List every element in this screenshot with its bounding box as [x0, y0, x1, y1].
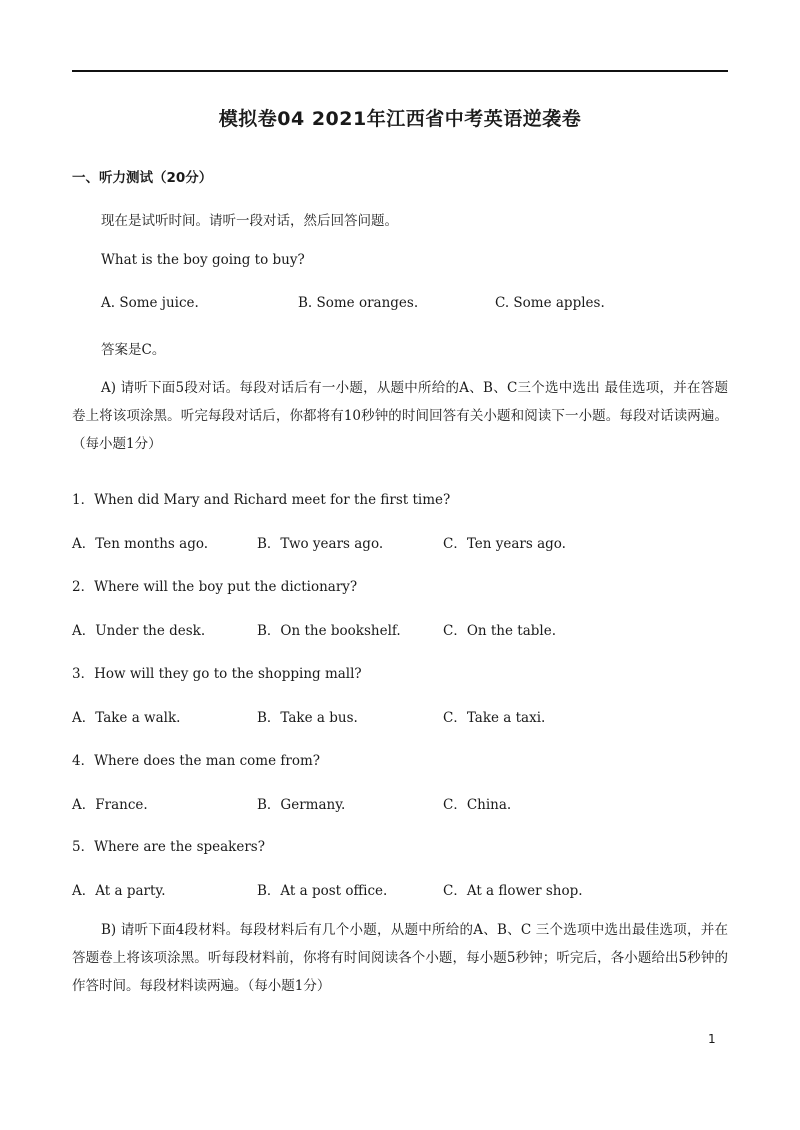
header-rule — [72, 70, 728, 72]
question-4-option-b: B．Germany. — [257, 797, 346, 813]
trial-intro: 现在是试听时间。请听一段对话，然后回答问题。 — [101, 213, 398, 229]
trial-question: What is the boy going to buy? — [101, 252, 305, 268]
question-5-stem: 5．Where are the speakers? — [72, 839, 265, 855]
question-2-stem: 2．Where will the boy put the dictionary? — [72, 579, 358, 595]
part-a-instructions: A) 请听下面5段对话。每段对话后有一小题，从题中所给的A、B、C三个选中选出 最佳选项，并在答题卷上将该项涂黑。听完每段对话后，你都将有10秒钟的时间回答有关小题和阅读下一小题。每段对话读两遍。（每小题1分） — [72, 380, 728, 452]
question-1-option-b: B．Two years ago. — [257, 536, 384, 552]
trial-option-c: C. Some apples. — [495, 295, 605, 311]
question-2-option-b: B．On the bookshelf. — [257, 623, 401, 639]
trial-option-a: A. Some juice. — [101, 295, 199, 311]
question-2-option-c: C．On the table. — [443, 623, 556, 639]
question-4-option-a: A．France. — [72, 797, 148, 813]
question-4-option-c: C．China. — [443, 797, 512, 813]
question-4-stem: 4．Where does the man come from? — [72, 753, 320, 769]
section-heading: 一、听力测试（20分） — [72, 170, 213, 186]
part-b-instructions: B) 请听下面4段材料。每段材料后有几个小题，从题中所给的A、B、C 三个选项中选出最佳选项，并在答题卷上将该项涂黑。听每段材料前，你将有时间阅读各个小题，每小题5秒钟；听完后，各小题给出5秒钟的作答时间。每段材料读两遍。（每小题1分） — [72, 922, 728, 994]
question-1-stem: 1．When did Mary and Richard meet for the first time? — [72, 492, 451, 508]
question-2-option-a: A．Under the desk. — [72, 623, 206, 639]
question-3-stem: 3．How will they go to the shopping mall? — [72, 666, 362, 682]
page-title: 模拟卷04 2021年江西省中考英语逆袭卷 — [218, 108, 582, 130]
page-number: 1 — [708, 1032, 716, 1046]
question-1-option-a: A．Ten months ago. — [72, 536, 209, 552]
question-5-option-a: A．At a party. — [72, 883, 166, 899]
question-5-option-c: C．At a flower shop. — [443, 883, 583, 899]
question-3-option-b: B．Take a bus. — [257, 710, 358, 726]
question-3-option-a: A．Take a walk. — [72, 710, 181, 726]
trial-option-b: B. Some oranges. — [298, 295, 419, 311]
trial-answer: 答案是C。 — [101, 342, 166, 358]
question-3-option-c: C．Take a taxi. — [443, 710, 546, 726]
question-1-option-c: C．Ten years ago. — [443, 536, 566, 552]
question-5-option-b: B．At a post office. — [257, 883, 388, 899]
